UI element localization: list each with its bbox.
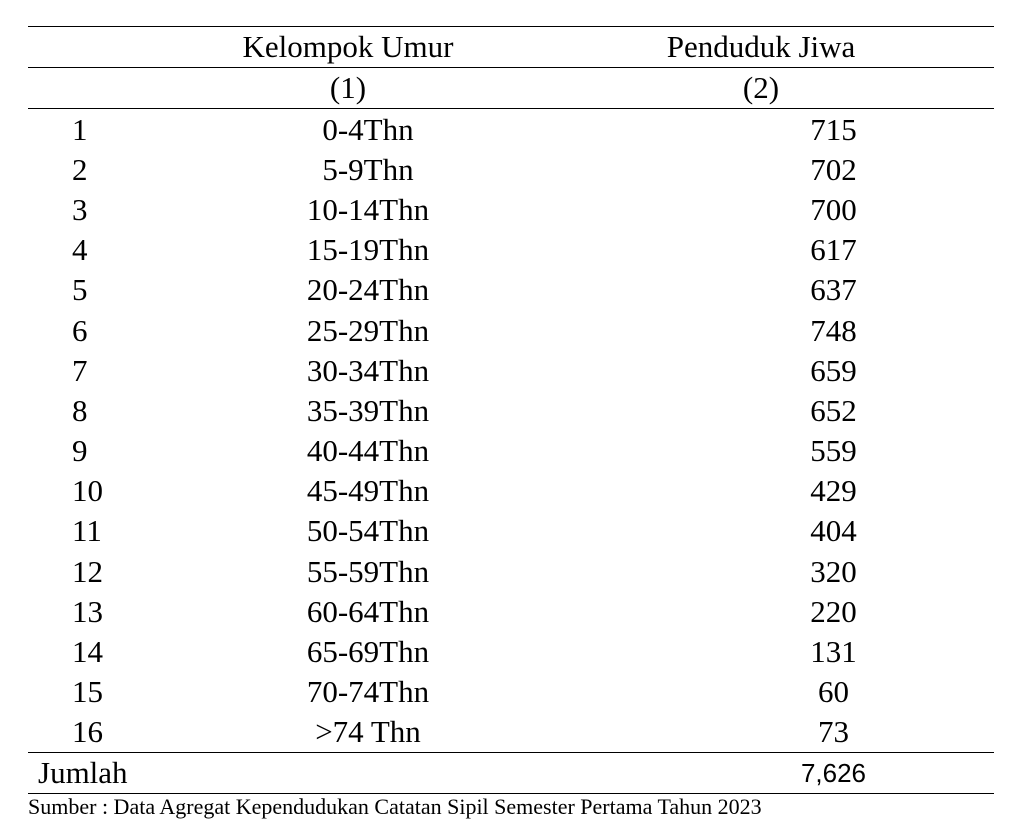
table-row [28, 230, 994, 270]
row-number-cell: 12 [72, 553, 103, 589]
population-table-container [28, 26, 994, 794]
population-table [28, 26, 994, 794]
age-group-cell: 25-29Thn [306, 312, 430, 348]
age-group-cell: 15-19Thn [306, 232, 430, 268]
population-cell: 404 [810, 513, 857, 549]
age-group-cell: >74 Thn [315, 714, 421, 750]
table-row [28, 270, 994, 310]
row-number-cell: 14 [72, 634, 103, 670]
population-cell: 320 [810, 553, 857, 589]
table-row [28, 350, 994, 390]
table-row [28, 712, 994, 753]
row-number-cell: 2 [72, 151, 88, 187]
table-row [28, 631, 994, 671]
row-number-cell: 4 [72, 232, 88, 268]
population-cell: 617 [810, 232, 857, 268]
population-cell: 220 [810, 593, 857, 629]
row-number-cell: 7 [72, 352, 88, 388]
table-row [28, 551, 994, 591]
table-row [28, 109, 994, 150]
total-value: 7,626 [528, 753, 994, 794]
population-cell: 702 [810, 151, 857, 187]
age-group-cell: 20-24Thn [306, 272, 430, 308]
age-group-cell: 5-9Thn [322, 151, 414, 187]
table-row [28, 471, 994, 511]
row-number-cell: 6 [72, 312, 88, 348]
table-row [28, 390, 994, 430]
header-number-no [28, 68, 168, 109]
table-row [28, 310, 994, 350]
header-number-2: (2) [528, 68, 994, 109]
header-penduduk-jiwa: Penduduk Jiwa [528, 27, 994, 68]
age-group-cell: 35-39Thn [306, 392, 430, 428]
row-number-cell: 9 [72, 433, 88, 469]
table-row [28, 149, 994, 189]
table-row [28, 189, 994, 229]
row-number-cell: 5 [72, 272, 88, 308]
table-row [28, 511, 994, 551]
row-number-cell: 1 [72, 111, 88, 147]
row-number-cell: 15 [72, 674, 103, 710]
row-number-cell: 13 [72, 593, 103, 629]
population-cell: 429 [810, 473, 857, 509]
population-cell: 559 [810, 433, 857, 469]
age-group-cell: 55-59Thn [306, 553, 430, 589]
population-cell: 715 [810, 111, 857, 147]
age-group-cell: 60-64Thn [306, 593, 430, 629]
source-note: Sumber : Data Agregat Kependudukan Catatan Sipil Semester Pertama Tahun 2023 [28, 794, 762, 819]
row-number-cell: 11 [72, 513, 102, 549]
row-number-cell: 8 [72, 392, 88, 428]
table-header [28, 27, 994, 109]
age-group-cell: 30-34Thn [306, 352, 430, 388]
age-group-cell: 65-69Thn [306, 634, 430, 670]
age-group-cell: 40-44Thn [306, 433, 430, 469]
row-number-cell: 10 [72, 473, 103, 509]
header-number-row [28, 68, 994, 109]
total-row [28, 753, 994, 794]
population-cell: 131 [810, 634, 857, 670]
header-kelompok-umur: Kelompok Umur [168, 27, 528, 68]
population-cell: 73 [818, 714, 849, 750]
age-group-cell: 0-4Thn [322, 111, 414, 147]
population-cell: 748 [810, 312, 857, 348]
header-no [28, 27, 168, 68]
row-number-cell: 3 [72, 191, 88, 227]
table-row [28, 431, 994, 471]
row-number-cell: 16 [72, 714, 103, 750]
table-body [28, 109, 994, 794]
population-cell: 659 [810, 352, 857, 388]
header-row [28, 27, 994, 68]
header-number-1: (1) [168, 68, 528, 109]
age-group-cell: 50-54Thn [306, 513, 430, 549]
age-group-cell: 10-14Thn [306, 191, 430, 227]
total-label: Jumlah [28, 753, 528, 794]
population-cell: 652 [810, 392, 857, 428]
population-cell: 637 [810, 272, 857, 308]
population-cell: 60 [818, 674, 849, 710]
population-cell: 700 [810, 191, 857, 227]
table-row [28, 672, 994, 712]
table-row [28, 591, 994, 631]
age-group-cell: 70-74Thn [306, 674, 430, 710]
age-group-cell: 45-49Thn [306, 473, 430, 509]
